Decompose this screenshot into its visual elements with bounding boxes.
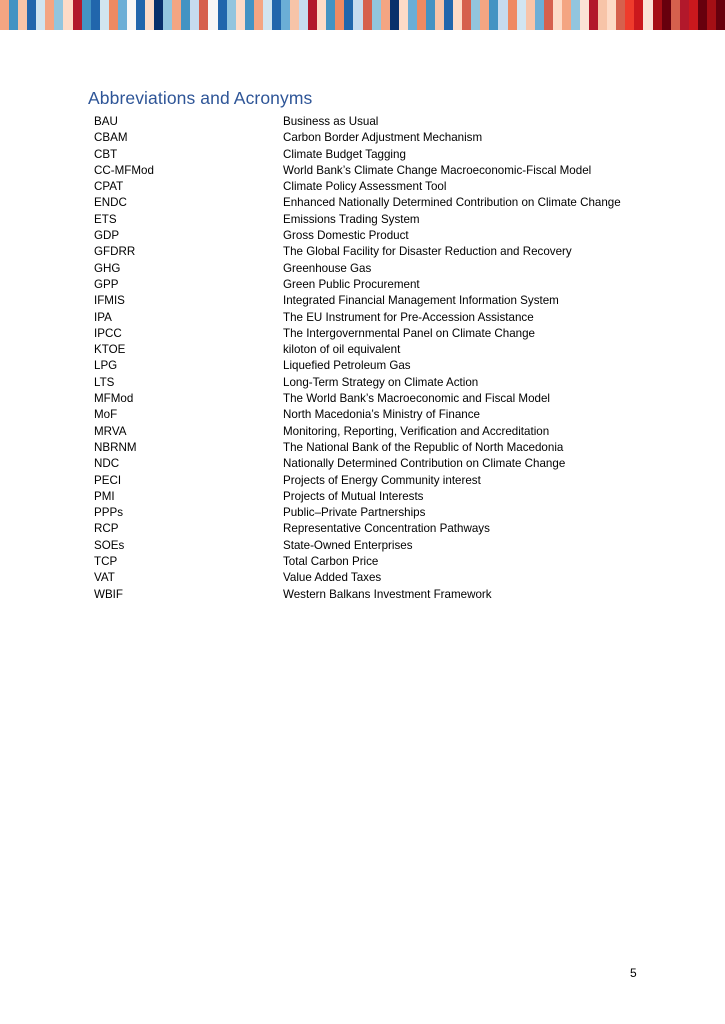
acronym-definition: Enhanced Nationally Determined Contribution on Climate Change <box>283 196 621 210</box>
acronym-row <box>94 473 694 489</box>
stripe <box>109 0 118 30</box>
acronym-definition: Business as Usual <box>283 115 379 128</box>
stripe <box>18 0 27 30</box>
stripe <box>707 0 716 30</box>
acronym-definition: State-Owned Enterprises <box>283 538 413 552</box>
stripe <box>145 0 154 30</box>
acronym-definition: The World Bank’s Macroeconomic and Fiscal Model <box>283 392 550 406</box>
stripe <box>471 0 480 30</box>
stripe <box>91 0 100 30</box>
stripe <box>54 0 63 30</box>
acronym-row <box>94 147 694 163</box>
acronym-definition: Total Carbon Price <box>283 555 379 569</box>
stripe <box>190 0 199 30</box>
stripe <box>363 0 372 30</box>
stripe <box>308 0 317 30</box>
acronym-definition: The Intergovernmental Panel on Climate Change <box>283 326 535 340</box>
acronym-row <box>94 326 694 342</box>
stripe <box>480 0 489 30</box>
acronym-abbreviation: LTS <box>94 375 115 389</box>
acronym-definition: Liquefied Petroleum Gas <box>283 359 411 373</box>
stripe <box>372 0 381 30</box>
acronym-row <box>94 375 694 391</box>
stripe <box>517 0 526 30</box>
acronym-row <box>94 407 694 423</box>
stripe <box>254 0 263 30</box>
acronym-row <box>94 163 694 179</box>
stripe <box>662 0 671 30</box>
acronym-abbreviation: GHG <box>94 261 121 275</box>
stripe <box>408 0 417 30</box>
stripe <box>716 0 725 30</box>
stripe <box>163 0 172 30</box>
stripe <box>671 0 680 30</box>
acronym-definition: Integrated Financial Management Information System <box>283 294 559 308</box>
acronym-abbreviation: PMI <box>94 489 115 503</box>
acronym-abbreviation: ENDC <box>94 196 127 210</box>
acronym-abbreviation: MoF <box>94 408 118 422</box>
acronym-row <box>94 358 694 374</box>
stripe <box>36 0 45 30</box>
section-heading: Abbreviations and Acronyms <box>88 88 313 108</box>
acronym-row <box>94 342 694 358</box>
stripe <box>82 0 91 30</box>
acronym-row <box>94 505 694 521</box>
stripe <box>272 0 281 30</box>
acronym-abbreviation: CPAT <box>94 180 124 194</box>
acronym-definition: Value Added Taxes <box>283 571 382 585</box>
acronym-abbreviation: BAU <box>94 115 118 128</box>
stripe <box>154 0 163 30</box>
acronym-row <box>94 212 694 228</box>
stripe <box>236 0 245 30</box>
acronym-row <box>94 244 694 260</box>
stripe <box>317 0 326 30</box>
stripe <box>172 0 181 30</box>
stripe <box>508 0 517 30</box>
acronym-definition: Emissions Trading System <box>283 212 420 226</box>
stripe <box>263 0 272 30</box>
acronym-definition: Climate Budget Tagging <box>283 147 406 161</box>
stripe <box>326 0 335 30</box>
stripe <box>344 0 353 30</box>
acronym-row <box>94 570 694 586</box>
stripe <box>290 0 299 30</box>
acronym-abbreviation: VAT <box>94 571 115 585</box>
acronym-abbreviation: IFMIS <box>94 294 125 308</box>
acronym-abbreviation: MFMod <box>94 392 134 406</box>
stripe <box>571 0 580 30</box>
stripe <box>218 0 227 30</box>
acronym-definition: North Macedonia’s Ministry of Finance <box>283 408 480 422</box>
acronym-abbreviation: TCP <box>94 555 118 569</box>
stripe <box>9 0 18 30</box>
acronym-definition: Gross Domestic Product <box>283 229 409 243</box>
stripe <box>426 0 435 30</box>
stripe <box>45 0 54 30</box>
acronym-abbreviation: WBIF <box>94 587 123 601</box>
page-number: 5 <box>630 966 637 980</box>
stripe <box>399 0 408 30</box>
acronym-row <box>94 391 694 407</box>
stripe <box>489 0 498 30</box>
acronym-definition: Carbon Border Adjustment Mechanism <box>283 131 483 145</box>
stripe <box>381 0 390 30</box>
acronym-abbreviation: IPA <box>94 310 112 324</box>
stripe <box>208 0 217 30</box>
stripe <box>562 0 571 30</box>
stripe <box>100 0 109 30</box>
acronym-abbreviation: GPP <box>94 277 119 291</box>
acronym-definition: The National Bank of the Republic of North Macedonia <box>283 440 564 454</box>
acronym-row <box>94 195 694 211</box>
stripe <box>27 0 36 30</box>
stripe <box>653 0 662 30</box>
stripe <box>181 0 190 30</box>
stripe <box>127 0 136 30</box>
acronym-definition: Representative Concentration Pathways <box>283 522 490 536</box>
stripe <box>589 0 598 30</box>
stripe <box>245 0 254 30</box>
stripe <box>625 0 634 30</box>
stripe <box>698 0 707 30</box>
stripe <box>281 0 290 30</box>
stripe <box>453 0 462 30</box>
stripe <box>73 0 82 30</box>
stripe <box>607 0 616 30</box>
acronym-abbreviation: CBAM <box>94 131 128 145</box>
acronym-abbreviation: NDC <box>94 457 120 471</box>
stripe <box>643 0 652 30</box>
stripe <box>616 0 625 30</box>
acronym-definition: Western Balkans Investment Framework <box>283 587 492 601</box>
acronym-definition: World Bank’s Climate Change Macroeconomic-Fiscal Model <box>283 163 592 177</box>
acronym-abbreviation: PECI <box>94 473 122 487</box>
acronym-definition: Green Public Procurement <box>283 277 420 291</box>
stripe <box>199 0 208 30</box>
acronym-abbreviation: KTOE <box>94 343 126 357</box>
stripe <box>136 0 145 30</box>
stripe <box>353 0 362 30</box>
acronym-table <box>94 114 694 603</box>
stripe <box>0 0 9 30</box>
acronym-row <box>94 587 694 603</box>
acronym-abbreviation: LPG <box>94 359 118 373</box>
acronym-row <box>94 456 694 472</box>
acronym-abbreviation: GFDRR <box>94 245 136 259</box>
stripe <box>535 0 544 30</box>
stripe <box>435 0 444 30</box>
acronym-abbreviation: IPCC <box>94 326 122 340</box>
stripe <box>680 0 689 30</box>
acronym-definition: The EU Instrument for Pre-Accession Assistance <box>283 310 534 324</box>
stripe <box>227 0 236 30</box>
acronym-abbreviation: CC-MFMod <box>94 163 154 177</box>
acronym-row <box>94 554 694 570</box>
stripe <box>544 0 553 30</box>
stripe <box>526 0 535 30</box>
acronym-abbreviation: SOEs <box>94 538 125 552</box>
stripe <box>417 0 426 30</box>
acronym-row <box>94 179 694 195</box>
acronym-row <box>94 228 694 244</box>
stripe <box>498 0 507 30</box>
stripe <box>63 0 72 30</box>
acronym-abbreviation: ETS <box>94 212 117 226</box>
acronym-definition: kiloton of oil equivalent <box>283 343 401 357</box>
acronym-definition: Projects of Energy Community interest <box>283 473 481 487</box>
stripe <box>390 0 399 30</box>
acronym-abbreviation: GDP <box>94 229 120 243</box>
acronym-abbreviation: CBT <box>94 147 118 161</box>
acronym-definition: Nationally Determined Contribution on Climate Change <box>283 457 566 471</box>
acronym-row <box>94 114 694 130</box>
stripe <box>580 0 589 30</box>
acronym-abbreviation: PPPs <box>94 506 123 520</box>
acronym-row <box>94 130 694 146</box>
stripe <box>689 0 698 30</box>
acronym-abbreviation: RCP <box>94 522 119 536</box>
stripe <box>118 0 127 30</box>
acronym-definition: Greenhouse Gas <box>283 261 372 275</box>
acronym-abbreviation: NBRNM <box>94 440 137 454</box>
acronym-row <box>94 310 694 326</box>
stripe <box>462 0 471 30</box>
acronym-row <box>94 293 694 309</box>
climate-stripes-banner <box>0 0 725 30</box>
stripe <box>299 0 308 30</box>
acronym-row <box>94 538 694 554</box>
acronym-row <box>94 424 694 440</box>
stripe <box>634 0 643 30</box>
stripe <box>553 0 562 30</box>
acronym-row <box>94 521 694 537</box>
acronym-definition: Public–Private Partnerships <box>283 506 426 520</box>
acronym-row <box>94 277 694 293</box>
acronym-abbreviation: MRVA <box>94 424 127 438</box>
acronym-definition: Climate Policy Assessment Tool <box>283 180 447 194</box>
acronym-row <box>94 261 694 277</box>
acronym-definition: The Global Facility for Disaster Reduction and Recovery <box>283 245 572 259</box>
acronym-definition: Projects of Mutual Interests <box>283 489 424 503</box>
acronym-row <box>94 440 694 456</box>
stripe <box>598 0 607 30</box>
stripe <box>444 0 453 30</box>
acronym-definition: Monitoring, Reporting, Verification and Accreditation <box>283 424 550 438</box>
acronym-definition: Long-Term Strategy on Climate Action <box>283 375 479 389</box>
acronym-row <box>94 489 694 505</box>
stripe <box>335 0 344 30</box>
